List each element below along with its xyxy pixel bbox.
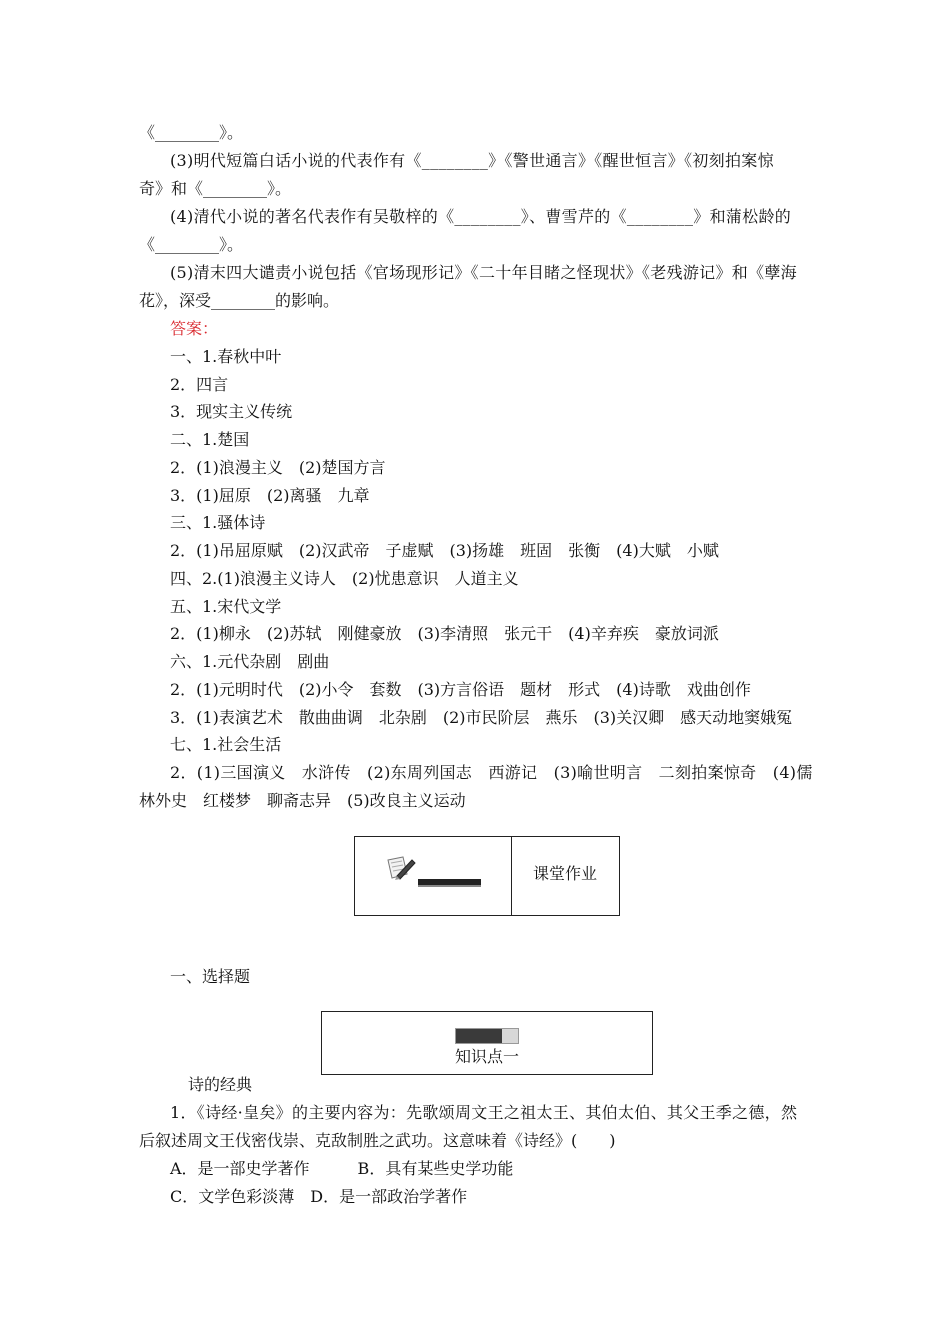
answer-line: 四、2.(1)浪漫主义诗人 (2)忧患意识 人道主义 [170,569,519,588]
answer-line: 2．(1)柳永 (2)苏轼 刚健豪放 (3)李清照 张元干 (4)辛弃疾 豪放词派 [170,624,719,643]
text-line: (4)清代小说的著名代表作有吴敬梓的《________》、曹雪芹的《________》和蒲松龄的 [170,207,792,226]
answer-line: 2．(1)浪漫主义 (2)楚国方言 [170,458,386,477]
answer-line: 2．(1)元明时代 (2)小令 套数 (3)方言俗语 题材 形式 (4)诗歌 戏曲创作 [170,680,751,699]
knowledge-point-banner [321,1011,653,1075]
text-line: 奇》和《________》。 [139,179,292,198]
text-line: 《________》。 [139,235,244,254]
homework-banner [354,836,620,916]
answer-line: 七、1.社会生活 [170,735,282,754]
knowledge-point-label: 知识点一 [455,1047,520,1066]
answer-line: 2．四言 [170,375,229,394]
divider-bar [418,879,481,887]
answer-line: 2．(1)三国演义 水浒传 (2)东周列国志 西游记 (3)喻世明言 二刻拍案惊奇 (4)儒 [170,763,813,782]
topic-title: 诗的经典 [188,1075,253,1094]
question-line: 1．《诗经·皇矣》的主要内容为：先歌颂周文王之祖太王、其伯太伯、其父王季之德，然 [170,1103,798,1122]
answer-heading: 答案： [170,319,219,338]
answer-line: 林外史 红楼梦 聊斋志异 (5)改良主义运动 [139,791,466,810]
answer-line: 六、1.元代杂剧 剧曲 [170,652,330,671]
homework-label: 课堂作业 [533,864,598,883]
text-line: 《________》。 [139,123,244,142]
answer-line: 3．现实主义传统 [170,402,293,421]
question-line: 后叙述周文王伐密伐崇、克敌制胜之武功。这意味着《诗经》( ) [139,1131,616,1150]
question-options: C．文学色彩淡薄 D．是一部政治学著作 [170,1187,468,1206]
answer-line: 五、1.宋代文学 [170,597,282,616]
answer-line: 一、1.春秋中叶 [170,347,282,366]
section-title: 一、选择题 [170,967,251,986]
text-line: 花》，深受________的影响。 [139,291,340,310]
answer-line: 二、1.楚国 [170,430,250,449]
box-divider [511,837,512,915]
text-line: (5)清末四大谴责小说包括《官场现形记》《二十年目睹之怪现状》《老残游记》和《孽海 [170,263,797,282]
pen-icon [385,854,417,886]
answer-line: 3．(1)表演艺术 散曲曲调 北杂剧 (2)市民阶层 燕乐 (3)关汉卿 感天动地窦娥冤 [170,708,793,727]
question-options: A．是一部史学著作 B．具有某些史学功能 [170,1159,514,1178]
progress-tab [455,1028,519,1044]
answer-line: 三、1.骚体诗 [170,513,266,532]
answer-line: 3．(1)屈原 (2)离骚 九章 [170,486,370,505]
answer-line: 2．(1)吊屈原赋 (2)汉武帝 子虚赋 (3)扬雄 班固 张衡 (4)大赋 小赋 [170,541,719,560]
text-line: (3)明代短篇白话小说的代表作有《________》《警世通言》《醒世恒言》《初刻拍案惊 [170,151,774,170]
